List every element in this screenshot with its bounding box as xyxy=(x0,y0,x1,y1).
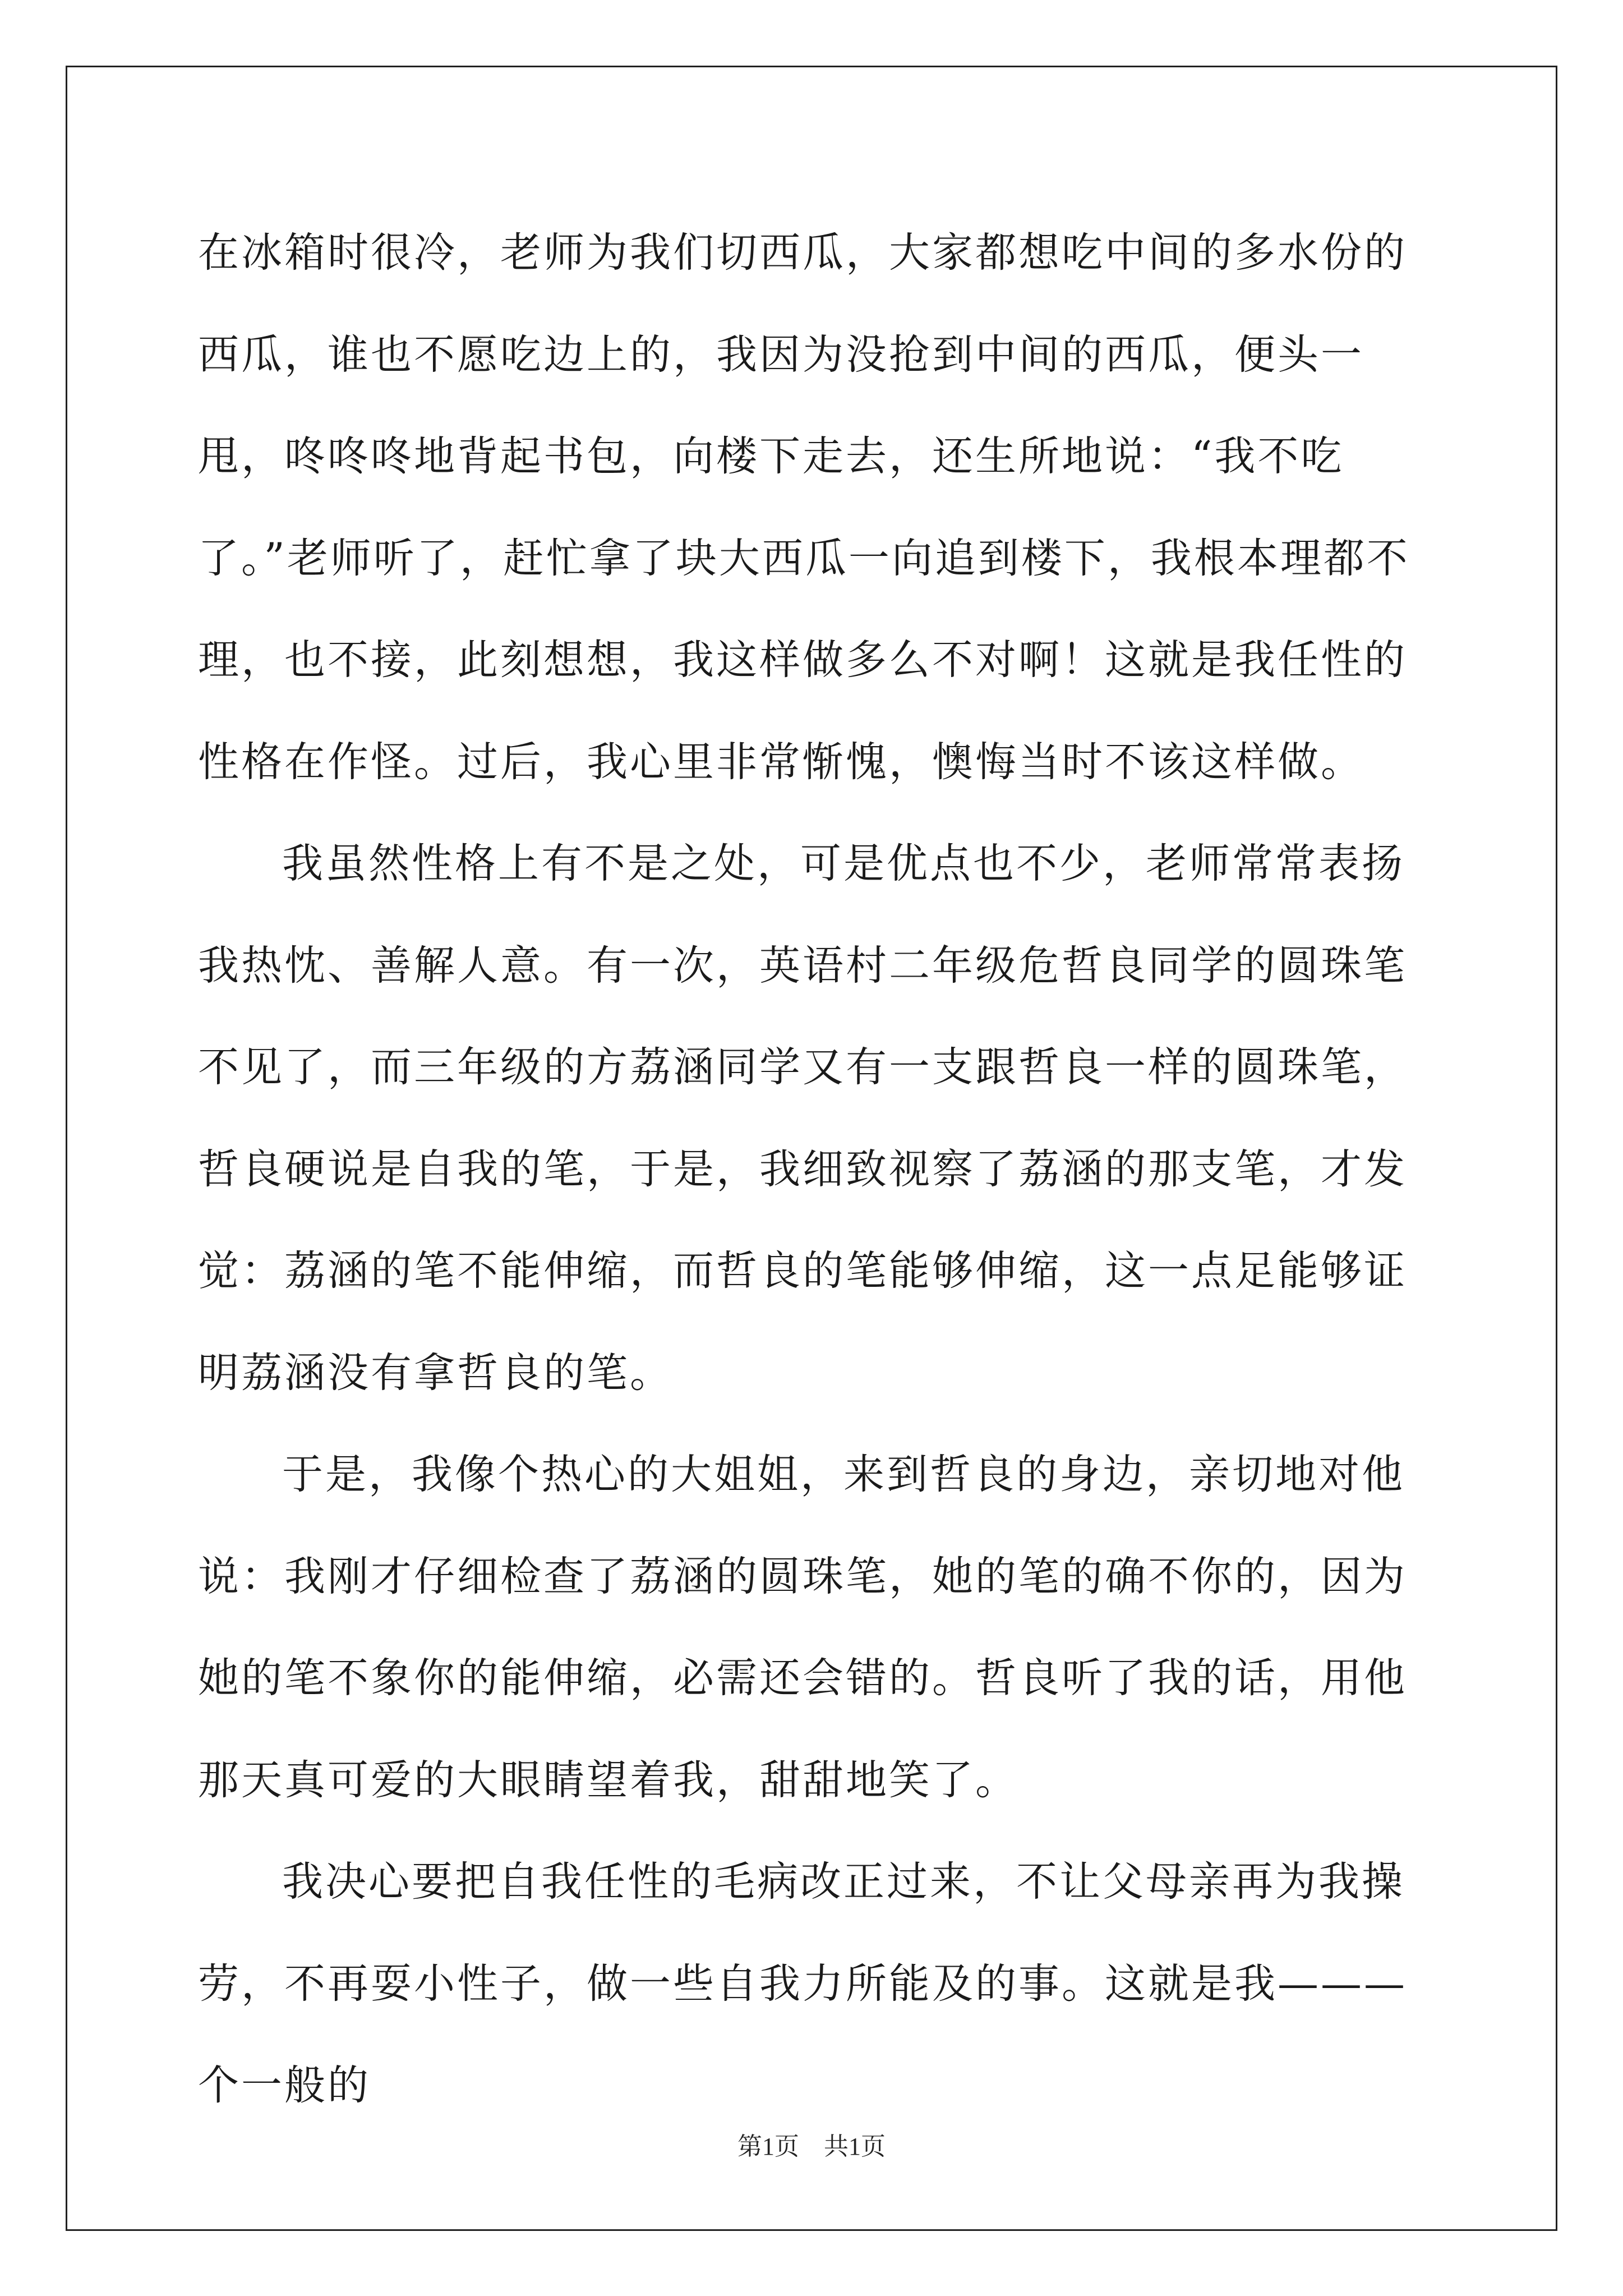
paragraph-2: 我虽然性格上有不是之处，可是优点也不少，老师常常表扬我热忱、善解人意。有一次，英语村二年级危哲良同学的圆珠笔不见了，而三年级的方荔涵同学又有一支跟哲良一样的圆珠笔，哲良硬说是自我的笔，于是，我细致视察了荔涵的那支笔，才发觉：荔涵的笔不能伸缩，而哲良的笔能够伸缩，这一点足能够证明荔涵没有拿哲良的笔。 xyxy=(198,840,1407,1397)
paragraph-4: 我决心要把自我任性的毛病改正过来，不让父母亲再为我操劳，不再耍小性子，做一些自我力所能及的事。这就是我———个一般的 xyxy=(198,1858,1407,2109)
paragraph-1: 在冰箱时很冷，老师为我们切西瓜，大家都想吃中间的多水份的西瓜，谁也不愿吃边上的，我因为没抢到中间的西瓜，便头一甩，咚咚咚地背起书包，向楼下走去，还生所地说：“我不吃了。”老师听了，赶忙拿了块大西瓜一向追到楼下，我根本理都不理，也不接，此刻想想，我这样做多么不对啊！这就是我任性的性格在作怪。过后，我心里非常惭愧，懊悔当时不该这样做。 xyxy=(198,229,1410,786)
page-footer xyxy=(0,2126,1623,2162)
document-body xyxy=(198,202,1432,2137)
page-number: 第1页 共1页 xyxy=(737,2133,886,2160)
paragraph-3: 于是，我像个热心的大姐姐，来到哲良的身边，亲切地对他说：我刚才仔细检查了荔涵的圆珠笔，她的笔的确不你的，因为她的笔不象你的能伸缩，必需还会错的。哲良听了我的话，用他那天真可爱的大眼睛望着我，甜甜地笑了。 xyxy=(198,1451,1407,1804)
